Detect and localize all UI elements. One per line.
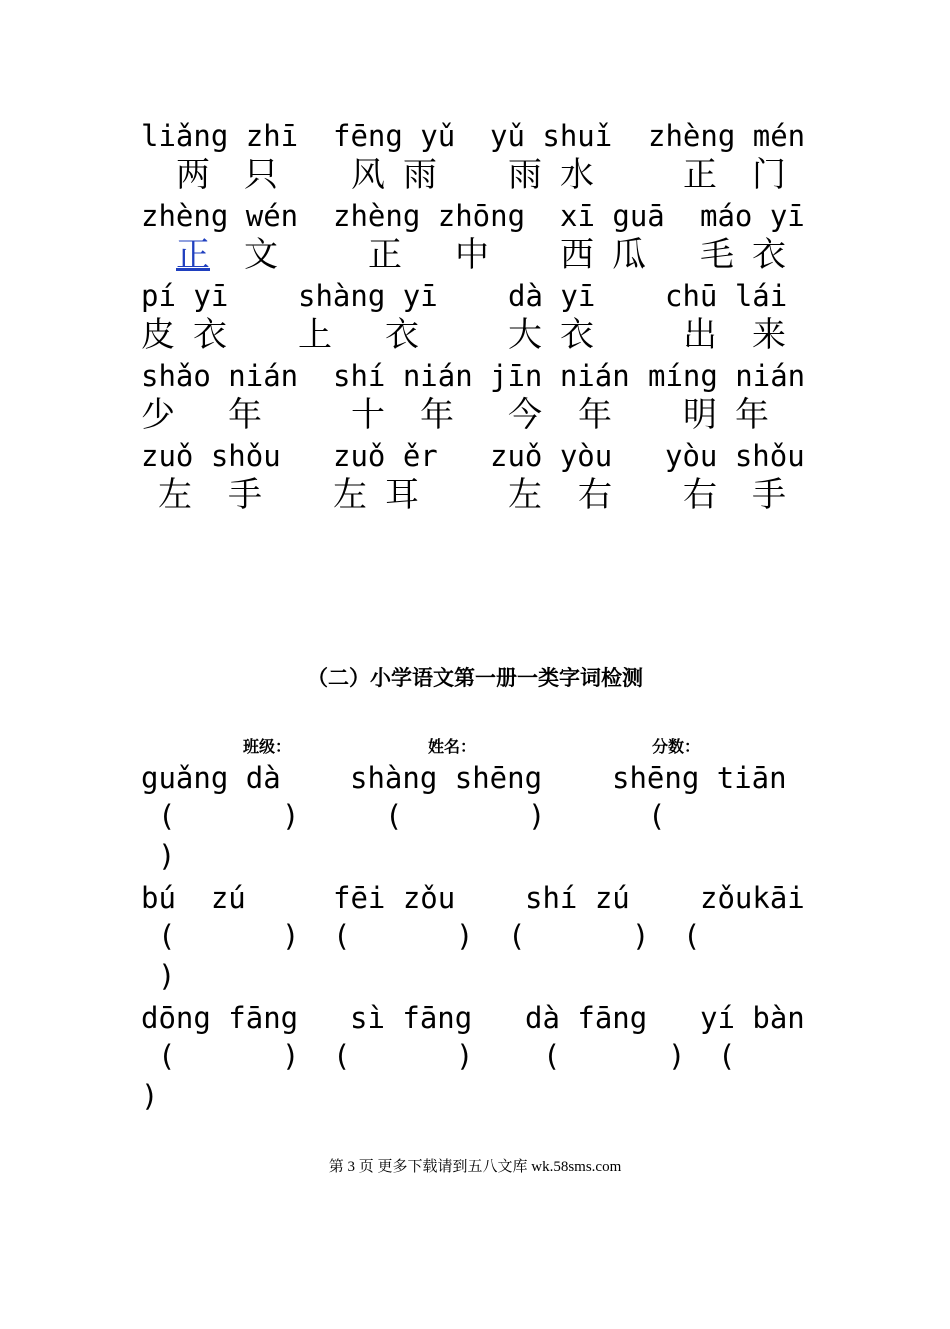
close-paren: ) [158,959,176,993]
open-paren: ( [508,919,526,953]
open-paren: ( [683,919,701,953]
pinyin-word: míng nián [648,359,806,393]
close-paren: ) [632,919,650,953]
hanzi-char: 门 [752,155,786,195]
close-paren: ) [528,799,546,833]
pinyin-word: zhèng mén [648,119,806,153]
hanzi-char: 十 [351,395,385,435]
hanzi-char: 西 [560,235,594,275]
hanzi-char: 大 [508,315,542,355]
hanzi-char: 水 [560,155,594,195]
name-label: 姓名： [428,737,477,756]
pinyin-word: shǎo nián [141,359,299,393]
hanzi-char: 年 [578,395,612,435]
hanzi-char: 中 [455,235,489,275]
hanzi-char: 正 [368,235,402,275]
pinyin-word: yòu shǒu [665,439,805,473]
hanzi-char: 瓜 [612,235,646,275]
page-footer: 第 3 页 更多下载请到五八文库 wk.58sms.com [328,1159,622,1175]
pinyin-word: xī guā [560,199,665,233]
hanzi-char: 雨 [508,155,542,195]
hanzi-char: 右 [683,475,717,515]
hanzi-char: 衣 [193,315,227,355]
pinyin-word: zǒukāi [700,881,805,915]
hanzi-char: 衣 [385,315,419,355]
hanzi-char: 手 [752,475,786,515]
pinyin-word: pí yī [141,279,229,313]
close-paren: ) [456,919,474,953]
pinyin-word: shí nián [333,359,473,393]
hanzi-char: 衣 [752,235,786,275]
pinyin-word: guǎng dà [141,761,281,795]
pinyin-word: shàng shēng [350,761,543,795]
pinyin-word: yǔ shuǐ [490,119,613,153]
hanzi-char: 年 [420,395,454,435]
hanzi-char: 耳 [385,475,419,515]
pinyin-word: sì fāng [350,1001,473,1035]
pinyin-word: zuǒ shǒu [141,439,281,473]
pinyin-word: jīn nián [490,359,630,393]
hanzi-char: 上 [298,315,332,355]
pinyin-word: zhèng zhōng [333,199,526,233]
hanzi-char: 风 [351,155,385,195]
pinyin-word: fēi zǒu [333,881,456,915]
open-paren: ( [543,1039,561,1073]
open-paren: ( [158,1039,176,1073]
close-paren: ) [282,799,300,833]
pinyin-word: zhèng wén [141,199,299,233]
section-title: （二）小学语文第一册一类字词检测 [307,666,643,690]
pinyin-word: fēng yǔ [333,119,456,153]
open-paren: ( [385,799,403,833]
pinyin-word: dà fāng [525,1001,648,1035]
pinyin-word: bú zú [141,881,246,915]
pinyin-word: shàng yī [298,279,438,313]
open-paren: ( [333,1039,351,1073]
hanzi-char: 今 [508,395,542,435]
hanzi-char: 衣 [560,315,594,355]
hanzi-char: 右 [578,475,612,515]
hanzi-char: 出 [683,315,717,355]
hanzi-char: 皮 [141,315,175,355]
hanzi-char: 少 [141,395,175,435]
pinyin-word: dōng fāng [141,1001,299,1035]
open-paren: ( [333,919,351,953]
hanzi-char: 来 [752,315,786,355]
open-paren: ( [718,1039,736,1073]
close-paren: ) [456,1039,474,1073]
hanzi-char: 两 [176,155,210,195]
open-paren: ( [158,799,176,833]
hanzi-char: 文 [244,235,278,275]
score-label: 分数： [652,737,701,756]
hanzi-char: 年 [735,395,769,435]
close-paren: ) [668,1039,686,1073]
pinyin-word: máo yī [700,199,805,233]
pinyin-word: zuǒ yòu [490,439,613,473]
close-paren: ) [282,919,300,953]
hanzi-char: 左 [508,475,542,515]
close-paren: ) [282,1039,300,1073]
close-paren: ) [141,1079,159,1113]
pinyin-word: chū lái [665,279,788,313]
class-label: 班级： [243,737,292,756]
hanzi-link[interactable]: 正 [176,235,210,275]
hanzi-char: 明 [683,395,717,435]
pinyin-word: liǎng zhī [141,119,299,153]
hanzi-char: 毛 [700,235,734,275]
hanzi-char: 只 [244,155,278,195]
hanzi-char: 正 [683,155,717,195]
hanzi-char: 手 [228,475,262,515]
pinyin-word: shí zú [525,881,630,915]
pinyin-word: shēng tiān [612,761,787,795]
hanzi-char: 左 [158,475,192,515]
open-paren: ( [648,799,666,833]
hanzi-char: 雨 [403,155,437,195]
pinyin-word: dà yī [508,279,596,313]
pinyin-word: zuǒ ěr [333,439,438,473]
open-paren: ( [158,919,176,953]
hanzi-char: 左 [333,475,367,515]
pinyin-word: yí bàn [700,1001,805,1035]
close-paren: ) [158,839,176,873]
hanzi-char: 年 [228,395,262,435]
